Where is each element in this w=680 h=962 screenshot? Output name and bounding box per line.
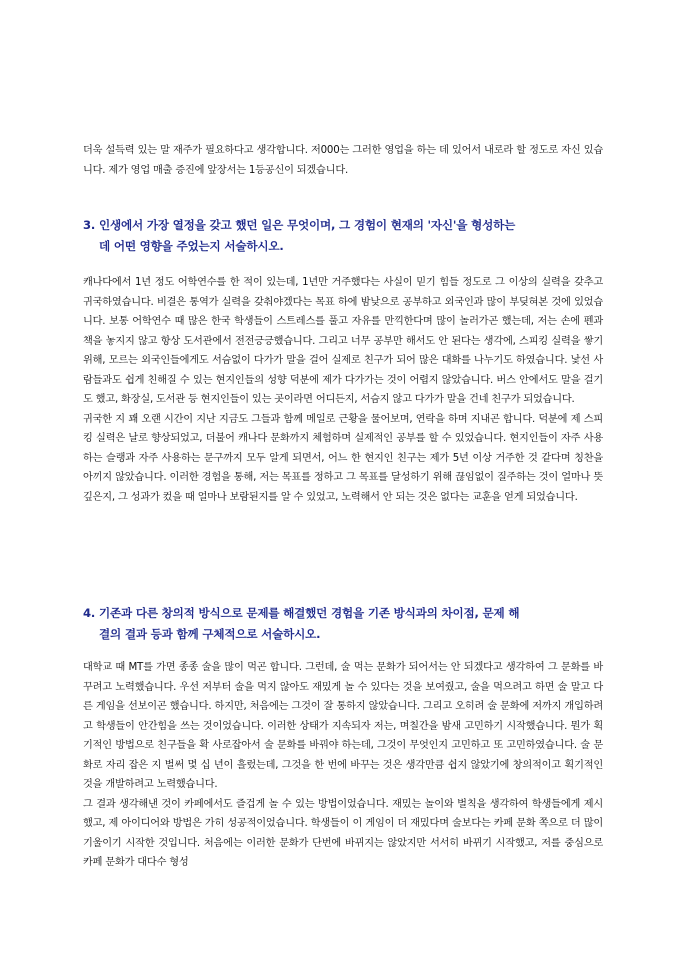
question-4-paragraph-2: 그 결과 생각해낸 것이 카페에서도 즐겁게 놀 수 있는 방법이었습니다. 재밌는 놀이와 벌칙을 생각하여 학생들에게 제시했고, 제 아이디어와 방법은 가히 성공적이었습니다. 학생들이 이 게임이 더 재밌다며 술보다는 카페 문화 쪽으로 더 많이 기울이기 시작한 것입니다. 처음에는 이러한 문화가 단번에 바뀌지는 않았지만 서서히 바뀌기 시작했고, 저를 중심으로 카페 문화가 대다수 형성 [83,798,604,868]
question-3-answer [83,273,603,507]
intro-paragraph-block [83,141,603,180]
question-3-title-line-2: 데 어떤 영향을 주었는지 서술하시오. [99,239,284,253]
intro-paragraph: 더욱 설득력 있는 말 재주가 필요하다고 생각합니다. 저000는 그러한 영업을 하는 데 있어서 내로라 할 정도로 자신 있습니다. 제가 영업 매출 증진에 앞장서는 1등공신이 되겠습니다. [83,145,603,176]
question-4-paragraph-1: 대학교 때 MT를 가면 종종 술을 많이 먹곤 합니다. 그런데, 술 먹는 문화가 되어서는 안 되겠다고 생각하여 그 문화를 바꾸려고 노력했습니다. 우선 저부터 술을 먹지 않아도 재밌게 놀 수 있다는 것을 보여줬고, 술을 먹으려고 하면 술 말고 다른 게임을 선보이곤 했습니다. 하지만, 처음에는 그것이 잘 통하지 않았습니다. 그리고 오히려 술 문화에 저까지 개입하려고 학생들이 안간힘을 쓰는 것이었습니다. 이러한 상태가 지속되자 저는, 며칠간을 밤새 고민하기 시작했습니다. 뭔가 획기적인 방법으로 친구들을 확 사로잡아서 술 문화를 바꿔야 하는데, 그것이 무엇인지 고민하고 또 고민하였습니다. 술 문화로 자리 잡은 지 벌써 몇 십 년이 흘렀는데, 그것을 한 번에 바꾸는 것은 생각만큼 쉽지 않았기에 창의적이고 획기적인 것을 개발하려고 노력했습니다. [83,662,603,790]
question-3-paragraph-2: 귀국한 지 꽤 오랜 시간이 지난 지금도 그들과 함께 메일로 근황을 물어보며, 연락을 하며 지내곤 합니다. 덕분에 제 스피킹 실력은 날로 향상되었고, 더불어 캐나다 문화까지 체험하며 실제적인 공부를 할 수 있었습니다. 현지인들이 자주 사용하는 슬랭과 자주 사용하는 문구까지 모두 알게 되면서, 어느 한 현지인 친구는 제가 5년 이상 거주한 것 같다며 칭찬을 아끼지 않았습니다. 이러한 경험을 통해, 저는 목표를 정하고 그 목표를 달성하기 위해 끊임없이 질주하는 것이 얼마나 뜻 깊은지, 그 성과가 컸을 때 얼마나 보람된지를 알 수 있었고, 노력해서 안 되는 것은 없다는 교훈을 얻게 되었습니다. [83,413,603,503]
question-3-heading [83,215,605,257]
question-4-number: 4. [83,606,96,620]
question-4-title-line-1: 기존과 다른 창의적 방식으로 문제를 해결했던 경험을 기존 방식과의 차이점, 문제 해 [99,606,520,620]
question-4-title-line-2: 결의 결과 등과 함께 구체적으로 서술하시오. [99,627,321,641]
question-3-title-line-1: 인생에서 가장 열정을 갖고 했던 일은 무엇이며, 그 경험이 현재의 '자신'을 형성하는 [99,218,516,232]
question-3-paragraph-1: 캐나다에서 1년 정도 어학연수를 한 적이 있는데, 1년만 거주했다는 사실이 믿기 힘들 정도로 그 이상의 실력을 갖추고 귀국하였습니다. 비결은 통역가 실력을 갖춰야겠다는 목표 하에 밤낮으로 공부하고 외국인과 많이 부딪혀본 것에 있었습니다. 보통 어학연수 때 많은 한국 학생들이 스트레스를 풀고 자유를 만끽한다며 많이 놀러가곤 했는데, 저는 손에 펜과 책을 놓지지 않고 항상 도서관에서 전전긍긍했습니다. 그리고 너무 공부만 해서도 안 된다는 생각에, 스피킹 실력을 쌓기 위해, 모르는 외국인들에게도 서슴없이 다가가 말을 걸어 실제로 친구가 되어 많은 대화를 나누기도 하였습니다. 낯선 사람들과도 쉽게 친해질 수 있는 현지인들의 성향 덕분에 제가 다가가는 것이 어렵지 않았습니다. 버스 안에서도 말을 걸기도 했고, 화장실, 도서관 등 현지인들이 있는 곳이라면 어디든지, 서슴지 않고 다가가 말을 건네 친구가 되었습니다. [83,277,603,405]
question-3-number: 3. [83,218,96,232]
question-4-answer [83,658,603,873]
question-4-heading [83,603,605,645]
